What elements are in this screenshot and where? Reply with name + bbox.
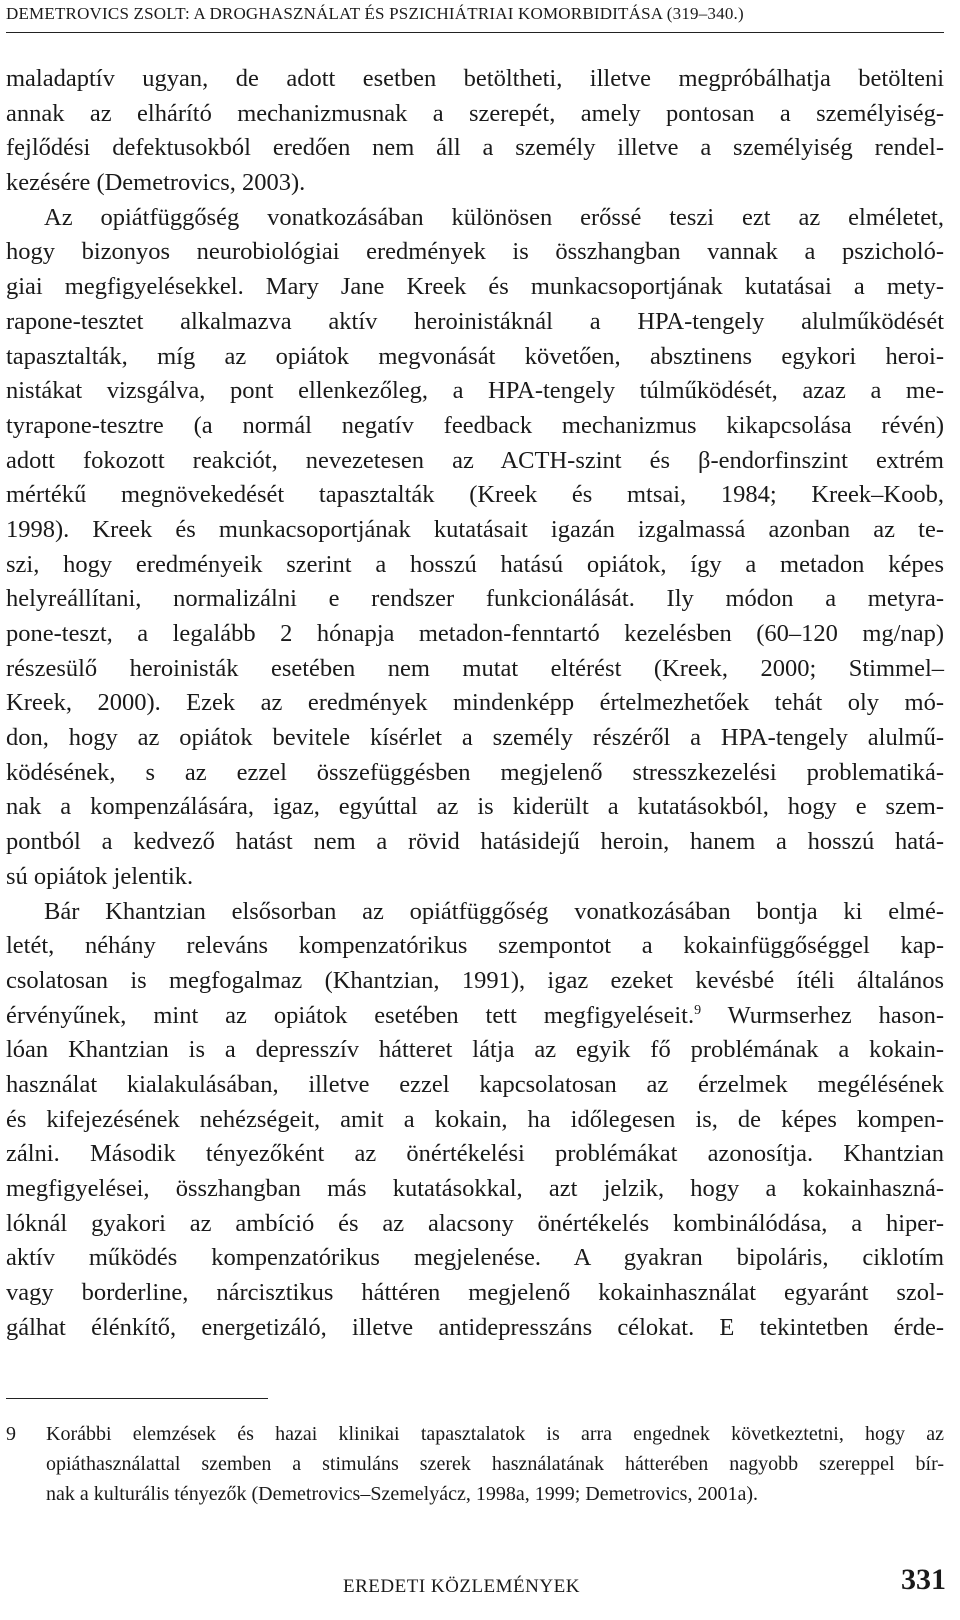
text-line: giai megfigyelésekkel. Mary Jane Kreek és munkacsoportjának kutatásai a mety-: [6, 273, 944, 301]
text-line: nak a kompenzálására, igaz, egyúttal az is kiderült a kutatásokból, hogy e szem-: [6, 793, 944, 821]
text-line: annak az elhárító mechanizmusnak a szerepét, amely pontosan a személyiség-: [6, 99, 944, 127]
footnote-divider: [6, 1398, 268, 1399]
text-line: rapone-tesztet alkalmazva aktív heroinistáknál a HPA-tengely alulműködését: [6, 307, 944, 335]
text-line: Bár Khantzian elsősorban az opiátfüggőség vonatkozásában bontja ki elmé-: [44, 897, 944, 925]
text-line: sú opiátok jelentik.: [6, 862, 194, 890]
text-fragment: Wurmserhez hason-: [701, 1001, 944, 1029]
text-line: [6, 999, 944, 1034]
running-head: DEMETROVICS ZSOLT: A DROGHASZNÁLAT ÉS PSZICHIÁTRIAI KOMORBIDITÁSA (319–340.): [6, 4, 944, 33]
body-text: [6, 62, 944, 1345]
text-line: pone-teszt, a legalább 2 hónapja metadon-fenntartó kezelésben (60–120 mg/nap): [6, 620, 944, 647]
text-line: használat kialakulásában, illetve ezzel kapcsolatosan az érzelmek megélésének: [6, 1070, 944, 1098]
text-line: és kifejezésének nehézségeit, amit a kokain, ha időlegesen is, de képes kompen-: [6, 1105, 944, 1133]
page-number: 331: [901, 1563, 946, 1596]
text-line: gálhat élénkítő, energetizáló, illetve antidepresszáns célokat. E tekintetben érde-: [6, 1313, 944, 1341]
text-line: 1998). Kreek és munkacsoportjának kutatásait igazán izgalmassá azonban az te-: [6, 515, 944, 543]
footnote-reference[interactable]: 9: [694, 1002, 702, 1018]
text-line: lóan Khantzian is a depresszív hátteret látja az egyik fő problémának a kokain-: [6, 1036, 944, 1064]
text-line: vagy borderline, nárcisztikus háttéren megjelenő kokainhasználat egyaránt szol-: [6, 1279, 944, 1307]
text-line: Kreek, 2000). Ezek az eredmények mindenképp értelmezhetőek tehát oly mó-: [6, 689, 944, 717]
text-line: nistákat vizsgálva, pont ellenkezőleg, a HPA-tengely túlműködését, azaz a me-: [6, 377, 944, 405]
text-line: adott fokozott reakciót, nevezetesen az ACTH-szint és β-endorfinszint extrém: [6, 446, 944, 474]
text-line: maladaptív ugyan, de adott esetben betöltheti, illetve megpróbálhatja betölteni: [6, 65, 944, 92]
text-line: ködésének, s az ezzel összefüggésben megjelenő stresszkezelési problematiká-: [6, 758, 944, 786]
footnote-line: Korábbi elemzések és hazai klinikai tapasztalatok is arra engednek következtetni, hogy az: [46, 1423, 944, 1445]
text-line: tapasztalták, míg az opiátok megvonását követően, absztinens egykori heroi-: [6, 342, 944, 370]
text-line: Az opiátfüggőség vonatkozásában különösen erőssé teszi ezt az elméletet,: [44, 203, 944, 231]
footnote-line: nak a kulturális tényezők (Demetrovics–Szemelyácz, 1998a, 1999; Demetrovics, 2001a).: [46, 1483, 758, 1505]
text-line: pontból a kedvező hatást nem a rövid hatásidejű heroin, hanem a hosszú hatá-: [6, 828, 944, 856]
text-line: megfigyelései, összhangban más kutatásokkal, azt jelzik, hogy a kokainhaszná-: [6, 1175, 944, 1202]
text-line: mértékű megnövekedését tapasztalták (Kreek és mtsai, 1984; Kreek–Koob,: [6, 481, 944, 509]
footnote-line: opiáthasználattal szemben a stimuláns szerek használatának hátterében nagyobb szereppel bír-: [46, 1453, 944, 1475]
footnote-number: 9: [6, 1423, 16, 1445]
text-line: szi, hogy eredményeik szerint a hosszú hatású opiátok, így a metadon képes: [6, 550, 944, 578]
text-line: aktív működés kompenzatórikus megjelenése. A gyakran bipoláris, ciklotím: [6, 1244, 944, 1272]
text-line: részesülő heroinisták esetében nem mutat eltérést (Kreek, 2000; Stimmel–: [6, 654, 944, 682]
text-line: helyreállítani, normalizálni e rendszer funkcionálását. Ily módon a metyra-: [6, 585, 944, 613]
text-line: letét, néhány releváns kompenzatórikus szempontot a kokainfüggőséggel kap-: [6, 932, 944, 960]
text-line: csolatosan is megfogalmaz (Khantzian, 1991), igaz ezeket kevésbé ítéli általános: [6, 966, 944, 994]
text-line: tyrapone-tesztre (a normál negatív feedback mechanizmus kikapcsolása révén): [6, 411, 944, 439]
text-line: fejlődési defektusokból eredően nem áll a személy illetve a személyiség rendel-: [6, 134, 944, 162]
text-line: zálni. Második tényezőként az önértékelési problémákat azonosítja. Khantzian: [6, 1140, 944, 1168]
text-line: don, hogy az opiátok bevitele kísérlet a személy részéről a HPA-tengely alulmű-: [6, 724, 944, 752]
text-fragment: érvényűnek, mint az opiátok esetében tett megfigyeléseit.: [6, 1001, 695, 1029]
footnote: [6, 1419, 944, 1509]
text-line: kezésére (Demetrovics, 2003).: [6, 169, 306, 197]
footer-section-title: EREDETI KÖZLEMÉNYEK: [343, 1576, 580, 1597]
text-line: lóknál gyakori az ambíció és az alacsony önértékelés kombinálódása, a hiper-: [6, 1209, 944, 1237]
text-line: hogy bizonyos neurobiológiai eredmények is összhangban vannak a pszicholó-: [6, 238, 944, 266]
